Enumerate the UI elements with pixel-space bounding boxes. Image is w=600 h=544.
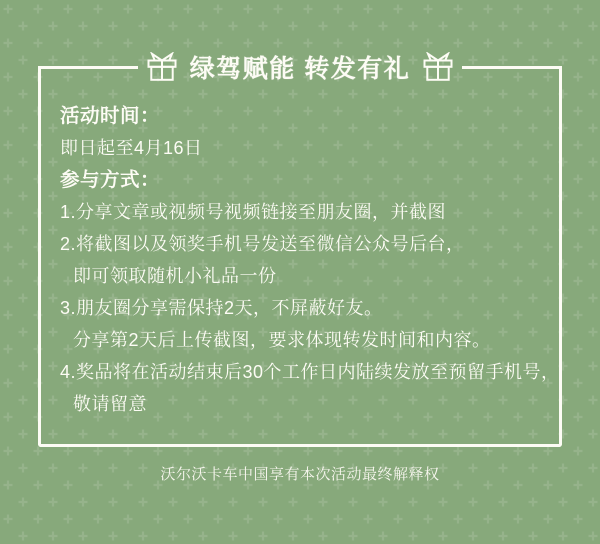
activity-time-value: 即日起至4月16日 — [60, 138, 203, 158]
rule-3: 3.朋友圈分享需保持2天，不屏蔽好友。 — [60, 298, 383, 318]
disclaimer: 沃尔沃卡车中国享有本次活动最终解释权 — [160, 466, 440, 483]
rule-3-continued: 分享第2天后上传截图，要求体现转发时间和内容。 — [73, 330, 491, 350]
title-rule-right — [462, 66, 562, 69]
activity-time-heading: 活动时间： — [60, 105, 161, 127]
title-bar — [38, 51, 562, 83]
gift-icon — [145, 52, 179, 82]
rule-2-continued: 即可领取随机小礼品一份 — [73, 266, 277, 286]
title-rule-left — [38, 66, 138, 69]
activity-details — [60, 100, 560, 420]
poster-title: 绿驾赋能 转发有礼 — [189, 55, 411, 83]
rule-2: 2.将截图以及领奖手机号发送至微信公众号后台， — [60, 234, 465, 254]
gift-icon — [421, 52, 455, 82]
rule-4-continued: 敬请留意 — [73, 394, 147, 414]
rule-1: 1.分享文章或视频号视频链接至朋友圈，并截图 — [60, 202, 447, 222]
rule-4: 4.奖品将在活动结束后30个工作日内陆续发放至预留手机号， — [60, 362, 560, 382]
participation-heading: 参与方式： — [60, 169, 161, 191]
